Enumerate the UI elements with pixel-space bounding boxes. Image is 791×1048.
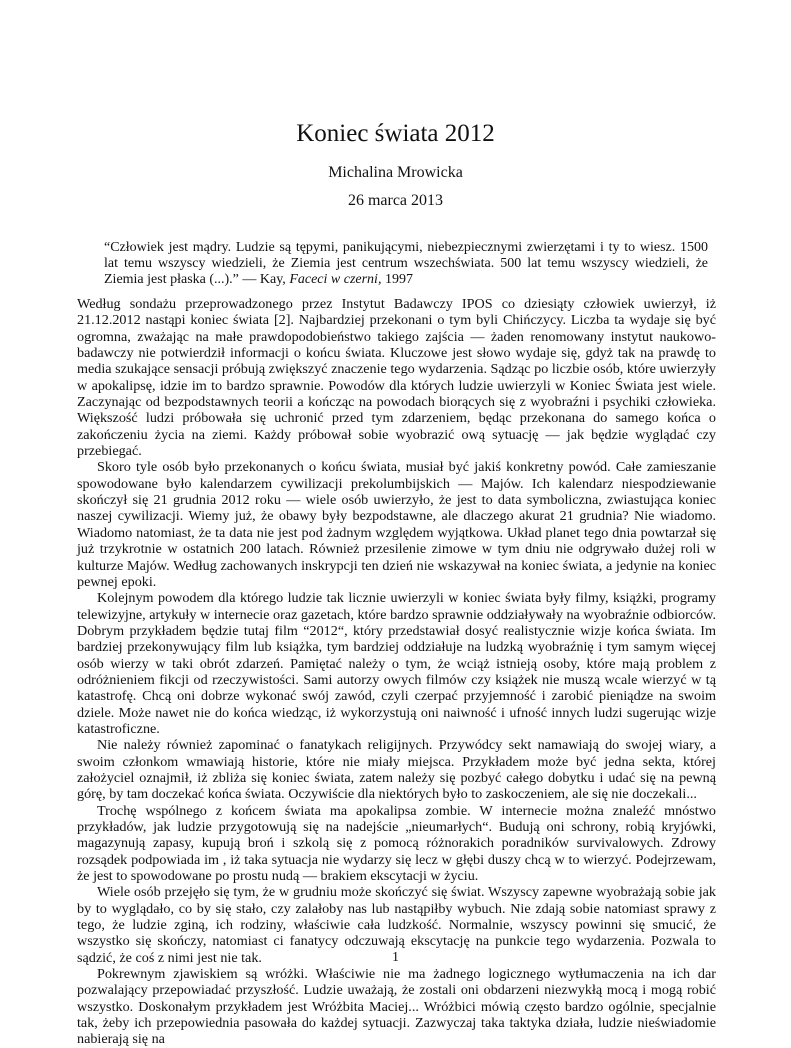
epigraph-source: Faceci w czerni [289,272,378,287]
paragraph: Skoro tyle osób było przekonanych o końcu świata, musiał być jakiś konkretny powód. Całe zamieszanie spowodowane było kalendarzem cywilizacji prekolumbijskich — Majów. Ich kalendarz niespodziewanie skończył się 21 grudnia 2012 roku — wiele osób uwierzyło, że jest to data symboliczna, zwiastująca koniec naszej cywilizacji. Wiemy już, że obawy były bezpodstawne, ale dlaczego akurat 21 grudnia? Nie wiadomo. Wiadomo natomiast, że ta data nie jest pod żadnym względem wyjątkowa. Układ planet tego dnia powtarzał się już trzykrotnie w ostatnich 200 latach. Również przesilenie zimowe w tym dniu nie odgrywało dużej roli w kulturze Majów. Według zachowanych inskrypcji ten dzień nie wskazywał na koniec świata, a jedynie na koniec pewnej epoki. [77,459,716,590]
epigraph-text: “Człowiek jest mądry. Ludzie są tępymi, panikującymi, niebezpiecznymi zwierzętami i ty to wiesz. 1500 lat temu wszyscy wiedzieli, że Ziemia jest centrum wszechświata. 500 lat temu wszyscy wiedzieli, że Ziemia jest płaska (...).” — Kay, [104,240,708,287]
paragraph: Pokrewnym zjawiskiem są wróżki. Właściwie nie ma żadnego logicznego wytłumaczenia na ich dar pozwalający przepowiadać przyszłość. Ludzie uważają, że zostali oni obdarzeni niezwykłą mocą i mogą robić wszystko. Doskonałym przykładem jest Wróżbita Maciej... Wróżbici mówią często bardzo ogólnie, specjalnie tak, żeby ich przepowiednia pasowała do każdej sytuacji. Zazwyczaj taka taktyka działa, ludzie nieświadomie nabierają się na [77,966,716,1048]
page-number: 1 [392,950,399,965]
document-author: Michalina Mrowicka [328,164,463,181]
body-text [77,296,716,1048]
epigraph [104,240,708,288]
document-date: 26 marca 2013 [347,192,444,209]
paragraph: Nie należy również zapominać o fanatykach religijnych. Przywódcy sekt namawiają do swojej wiary, a swoim członkom wmawiają historie, które nie miały miejsca. Przykładem może być jedna sekta, której założyciel oznajmił, iż zbliża się koniec świata, zatem należy się pozbyć całego dobytku i udać się na pewną górę, by tam doczekać końca świata. Oczywiście dla niektórych było to zaskoczeniem, ale się nie doczekali... [77,737,716,803]
paragraph: Trochę wspólnego z końcem świata ma apokalipsa zombie. W internecie można znaleźć mnóstwo przykładów, jak ludzie przygotowują się na nadejście „nieumarłych“. Budują oni schrony, robią kryjówki, magazynują zapasy, kupują broń i szkolą się z pomocą różnorakich poradników survivalowych. Zdrowy rozsądek podpowiada im , iż taka sytuacja nie wydarzy się lecz w głębi duszy chcą w to wierzyć. Podejrzewam, że jest to spowodowane po prostu nudą — brakiem ekscytacji w życiu. [77,802,716,885]
epigraph-year: , 1997 [377,272,413,287]
document-title: Koniec świata 2012 [296,120,495,147]
paragraph: Według sondażu przeprowadzonego przez Instytut Badawczy IPOS co dziesiąty człowiek uwierzył, iż 21.12.2012 nastąpi koniec świata [2]. Najbardziej przekonani o tym byli Chińczycy. Liczba ta wydaje się być ogromna, zważając na małe prawdopodobieństwo takiego zajścia — żaden renomowany instytut naukowo-badawczy nie potwierdził informacji o końcu świata. Kluczowe jest słowo wydaje się, gdyż tak na prawdę to media szukające sensacji próbują zwiększyć znaczenie tego wydarzenia. Sądząc po liczbie osób, które uwierzyły w apokalipsę, idzie im to bardzo sprawnie. Powodów dla których ludzie uwierzyli w Koniec Świata jest wiele. Zaczynając od bezpodstawnych teorii a kończąc na powodach biorących się z wyobraźni i psychiki człowieka. Większość ludzi próbowała się uchronić przed tym zdarzeniem, będąc przekonana do samego końca o zakończeniu życia na ziemi. Każdy próbował sobie wyobrazić ową sytuację — jak będzie wyglądać czy przebiegać. [77,296,716,460]
paragraph: Kolejnym powodem dla którego ludzie tak licznie uwierzyli w koniec świata były filmy, książki, programy telewizyjne, artykuły w internecie oraz gazetach, które bardzo sprawnie oddziaływały na wyobraźnie odbiorców. Dobrym przykładem będzie tutaj film “2012“, który przedstawiał dosyć realistycznie wizje końca świata. Im bardziej przekonywujący film lub książka, tym bardziej oddziałuje na ludzką wyobraźnię i tym samym więcej osób wierzy w taki obrót zdarzeń. Pamiętać należy o tym, że wciąż istnieją osoby, które mają problem z odróżnieniem fikcji od rzeczywistości. Sami autorzy owych filmów czy książek nie muszą wcale wierzyć w tą katastrofę. Chcą oni dobrze wykonać swój zawód, czyli czerpać przyjemność i zarobić pieniądze na swoim dziele. Może nawet nie do końca wiedząc, iż wykorzystują oni naiwność i ufność innych ludzi sugerując wizje katastroficzne. [77,590,716,737]
paragraph: Wiele osób przejęło się tym, że w grudniu może skończyć się świat. Wszyscy zapewne wyobrażają sobie jak by to wyglądało, co by się stało, czy zalałoby nas lub nastąpiłby wybuch. Nie zdają sobie natomiast sprawy z tego, że ludzie zginą, ich rodziny, właściwie cała ludzkość. Normalnie, wszyscy powinni się smucić, że wszystko się skończy, natomiast ci fanatycy odczuwają ekscytację na punkcie tego wydarzenia. Pozwala to sądzić, że coś z nimi jest nie tak. [77,884,716,966]
